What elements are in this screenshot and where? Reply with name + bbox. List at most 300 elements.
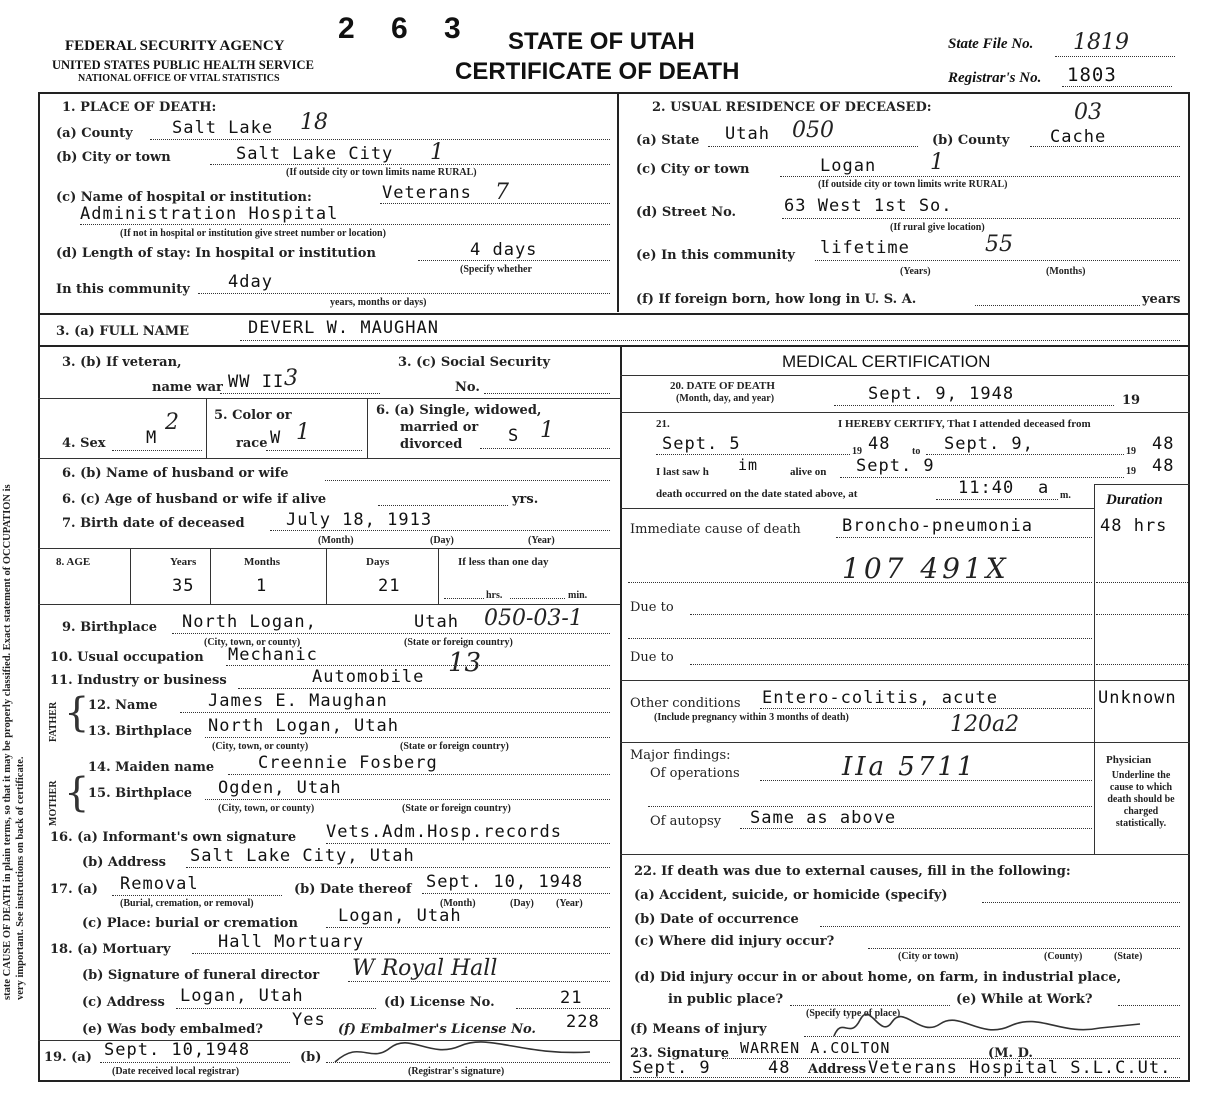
- burial-date-line: [422, 893, 610, 894]
- signature-date: Sept. 9: [632, 1058, 711, 1078]
- attend-from-line: [656, 454, 850, 455]
- license-label: (d) License No.: [384, 995, 495, 1010]
- duration-line-2: [1096, 582, 1188, 583]
- res-community: lifetime: [820, 238, 910, 258]
- mother-state-note: (State or foreign country): [402, 803, 511, 814]
- md-label: (M. D.: [988, 1046, 1033, 1061]
- father-name-label: 12. Name: [88, 698, 158, 713]
- embalmer-license: 228: [566, 1012, 600, 1032]
- row3-bottom: [38, 345, 1190, 347]
- stay-value: 4 days: [470, 240, 538, 260]
- burial-place: Logan, Utah: [338, 906, 462, 926]
- spouse-age-suffix: yrs.: [512, 492, 539, 507]
- autopsy-line: [740, 828, 1092, 829]
- mother-name: Creennie Fosberg: [258, 753, 438, 773]
- birthplace-state: Utah: [414, 612, 459, 632]
- sig-address-label: Address: [808, 1062, 867, 1077]
- embalmed-label: (e) Was body embalmed?: [82, 1022, 263, 1037]
- veteran-label: 3. (b) If veteran,: [62, 355, 182, 370]
- med-sep-4: [620, 680, 1190, 681]
- received-date: Sept. 10,1948: [104, 1040, 251, 1060]
- burial-place-line: [326, 927, 610, 928]
- middle-divider: [620, 345, 622, 1080]
- occupation-label: 10. Usual occupation: [50, 650, 204, 665]
- cause-line-2: [628, 582, 1092, 583]
- burial-date: Sept. 10, 1948: [426, 872, 584, 892]
- city-label: (b) City or town: [56, 150, 171, 165]
- operations-line-2: [648, 806, 1092, 807]
- immediate-label: Immediate cause of death: [630, 522, 801, 537]
- mother-name-line: [228, 774, 610, 775]
- age-months-label: Months: [244, 556, 281, 568]
- death-county-code: 18: [300, 110, 328, 135]
- duration-line-4: [1096, 664, 1188, 665]
- external-city-note: (City or town): [898, 951, 959, 962]
- city-note: (If outside city or town limits name RURAL): [286, 167, 477, 178]
- father-state-note: (State or foreign country): [400, 741, 509, 752]
- last-saw-label: I last saw h: [656, 466, 709, 478]
- age-months: 1: [256, 576, 268, 596]
- sig-address-line: [630, 1077, 1180, 1078]
- mother-name-label: 14. Maiden name: [88, 760, 215, 775]
- res-state-label: (a) State: [636, 133, 700, 148]
- state-file-label: State File No.: [948, 36, 1034, 52]
- registrar-signature-icon: [330, 1034, 600, 1070]
- top-divider: [617, 92, 619, 312]
- due-to-label-1: Due to: [630, 600, 674, 615]
- death-county: Salt Lake: [172, 118, 274, 138]
- mortuary-address-line: [176, 1008, 376, 1009]
- death-city: Salt Lake City: [236, 144, 394, 164]
- frame-right: [1188, 92, 1190, 1082]
- age-div-2: [210, 548, 211, 604]
- marital-label: 6. (a) Single, widowed,: [376, 403, 542, 418]
- color-label: 5. Color or: [214, 408, 292, 423]
- res-street: 63 West 1st So.: [784, 196, 953, 216]
- mother-birthplace: Ogden, Utah: [218, 778, 342, 798]
- res-state-code: 050: [792, 118, 834, 143]
- marital-line: [480, 448, 610, 449]
- res-foreign-line: [975, 305, 1140, 306]
- external-c-line: [868, 948, 1180, 949]
- birth-year-note: (Year): [528, 535, 555, 546]
- signature-year: 48: [768, 1058, 791, 1078]
- res-street-line: [782, 218, 1180, 219]
- informant-address-line: [186, 867, 610, 868]
- other-conditions: Entero-colitis, acute: [762, 688, 998, 708]
- less-day-label: If less than one day: [458, 556, 549, 568]
- cause-line-4: [628, 638, 1092, 639]
- res-county-label: (b) County: [932, 133, 1010, 148]
- res-city-code: 1: [930, 150, 944, 175]
- state-file-value: 1819: [1073, 30, 1129, 55]
- registrar-sig-label: (b): [300, 1050, 322, 1065]
- marital-label-3: divorced: [400, 437, 463, 452]
- attend-from: Sept. 5: [662, 434, 741, 454]
- med-sep-1: [620, 375, 1190, 376]
- veteran-code: 3: [284, 366, 298, 391]
- spouse-age-label: 6. (c) Age of husband or wife if alive: [62, 492, 327, 507]
- certificate-number: 2 6 3: [338, 12, 475, 45]
- med-sep-3: [620, 508, 1094, 509]
- death-time: 11:40: [958, 478, 1015, 498]
- other-duration: Unknown: [1098, 688, 1177, 708]
- res-community-line: [815, 260, 1180, 261]
- director-signature: W Royal Hall: [352, 956, 498, 981]
- duration-divider: [1094, 484, 1095, 854]
- res-county: Cache: [1050, 127, 1107, 147]
- ss-line: [484, 393, 610, 394]
- operations-label: Of operations: [650, 766, 740, 781]
- dod-line: [834, 405, 1114, 406]
- med-sep-6: [620, 854, 1190, 855]
- hospital-name: Veterans: [382, 183, 472, 203]
- community-label: In this community: [56, 282, 190, 297]
- dod-suffix: 19: [1122, 393, 1141, 408]
- father-brace: {: [64, 690, 90, 736]
- due-to-label-2: Due to: [630, 650, 674, 665]
- signature-label: 23. Signature: [630, 1046, 730, 1061]
- birth-day-note: (Day): [430, 535, 454, 546]
- age-bottom: [38, 604, 620, 605]
- external-title: 22. If death was due to external causes, fill in the following:: [634, 864, 1071, 879]
- age-div-3: [326, 548, 327, 604]
- sex-divider: [206, 398, 207, 458]
- other-label: Other conditions: [630, 696, 741, 711]
- birthplace-city-note: (City, town, or county): [204, 637, 301, 648]
- service-name: UNITED STATES PUBLIC HEALTH SERVICE: [52, 58, 314, 72]
- last-saw-him: im: [738, 456, 759, 474]
- veteran-war: WW II: [228, 372, 285, 392]
- sex-line: [112, 450, 202, 451]
- death-ampm: a: [1038, 478, 1050, 498]
- mortuary: Hall Mortuary: [218, 932, 365, 952]
- findings-label: Major findings:: [630, 748, 731, 763]
- county-line: [150, 139, 610, 140]
- last-saw-year: 48: [1152, 456, 1175, 476]
- attend-to: Sept. 9,: [944, 434, 1034, 454]
- res-community-code: 55: [985, 232, 1013, 257]
- m-label: m.: [1060, 490, 1071, 501]
- sex-code: 2: [165, 410, 179, 435]
- informant-line: [326, 843, 610, 844]
- external-d-note: (Specify type of place): [806, 1008, 901, 1019]
- res-street-note: (If rural give location): [890, 222, 985, 233]
- certificate-title: CERTIFICATE OF DEATH: [455, 58, 740, 85]
- attend-to-19: 19: [1126, 446, 1136, 457]
- external-d-line: [790, 1005, 950, 1006]
- res-state: Utah: [725, 124, 770, 144]
- mortuary-address: Logan, Utah: [180, 986, 304, 1006]
- registrar-sig-line: [326, 1062, 610, 1063]
- veteran-line: [220, 393, 380, 394]
- time-line: [936, 499, 1058, 500]
- death-city-code: 1: [430, 140, 444, 165]
- community-line: [198, 293, 610, 294]
- age-div-4: [438, 548, 439, 604]
- age-top: [38, 548, 620, 549]
- license-line: [516, 1008, 610, 1009]
- med-sep-2: [620, 412, 1190, 413]
- mortuary-label: 18. (a) Mortuary: [50, 942, 171, 957]
- stay-line: [418, 260, 610, 261]
- sex-label: 4. Sex: [62, 436, 106, 451]
- full-name-label: 3. (a) FULL NAME: [56, 324, 189, 339]
- birth-date: July 18, 1913: [286, 510, 433, 530]
- mother-birthplace-label: 15. Birthplace: [88, 786, 193, 801]
- res-county-line: [1030, 146, 1180, 147]
- director-label: (b) Signature of funeral director: [82, 968, 320, 983]
- age-years-label: Years: [170, 556, 197, 568]
- registrar-value: 1803: [1067, 64, 1117, 86]
- age-days-label: Days: [366, 556, 390, 568]
- date-of-death: Sept. 9, 1948: [868, 384, 1015, 404]
- birthplace-state-note: (State or foreign country): [404, 637, 513, 648]
- min-label: min.: [568, 590, 588, 601]
- received-label: 19. (a): [44, 1050, 92, 1065]
- age-div-1: [130, 548, 131, 604]
- spouse-age-line: [378, 505, 508, 506]
- mother-bp-line: [205, 799, 610, 800]
- burial-month-note: (Month): [440, 898, 476, 909]
- race-divider: [367, 398, 368, 458]
- row-sep-2: [38, 458, 620, 459]
- burial-year-note: (Year): [556, 898, 583, 909]
- occupation-code: 13: [448, 648, 482, 678]
- res-years-label: (Years): [900, 266, 931, 277]
- burial-label: 17. (a): [50, 882, 98, 897]
- embalmer-label: (f) Embalmer's License No.: [338, 1022, 536, 1037]
- marital-value: S: [508, 426, 520, 446]
- autopsy-label: Of autopsy: [650, 814, 722, 829]
- race-code: 1: [296, 420, 310, 445]
- birth-month-note: (Month): [318, 535, 354, 546]
- frame-top: [38, 92, 1190, 94]
- burial-date-label: (b) Date thereof: [294, 882, 412, 897]
- attend-from-year: 48: [868, 434, 891, 454]
- burial-type-line: [112, 895, 282, 896]
- burial-place-label: (c) Place: burial or cremation: [82, 916, 298, 931]
- side-instructions-2: very important. See instructions on back of certificate.: [15, 756, 26, 1000]
- medical-title: MEDICAL CERTIFICATION: [782, 352, 991, 371]
- community-note: years, months or days): [330, 297, 427, 308]
- father-city-note: (City, town, or county): [212, 741, 309, 752]
- external-a-label: (a) Accident, suicide, or homicide (specify): [634, 888, 948, 903]
- external-e-line: [1118, 1005, 1180, 1006]
- father-birthplace: North Logan, Utah: [208, 716, 399, 736]
- county-label: (a) County: [56, 126, 133, 141]
- agency-name: FEDERAL SECURITY AGENCY: [65, 38, 285, 54]
- hrs-line: [444, 598, 484, 599]
- res-city-label: (c) City or town: [636, 162, 750, 177]
- industry-label: 11. Industry or business: [50, 673, 227, 688]
- embalmed: Yes: [292, 1010, 326, 1030]
- father-name-line: [180, 712, 610, 713]
- immediate-line: [836, 537, 1092, 538]
- sex-value: M: [146, 428, 158, 448]
- res-community-label: (e) In this community: [636, 248, 795, 263]
- mortuary-address-label: (c) Address: [82, 995, 165, 1010]
- mortuary-line: [192, 953, 610, 954]
- last-saw-19: 19: [1126, 466, 1136, 477]
- external-b-line: [820, 926, 1180, 927]
- father-bp-line: [205, 737, 610, 738]
- office-name: NATIONAL OFFICE OF VITAL STATISTICS: [78, 73, 280, 84]
- informant-address-label: (b) Address: [82, 855, 166, 870]
- certify-text: I HEREBY CERTIFY, That I attended deceased from: [838, 418, 1091, 430]
- age-label: 8. AGE: [56, 556, 91, 568]
- industry: Automobile: [312, 667, 425, 687]
- other-line: [760, 708, 1092, 709]
- res-foreign-suffix: years: [1142, 292, 1181, 307]
- birth-date-label: 7. Birth date of deceased: [62, 516, 245, 531]
- res-months-label: (Months): [1046, 266, 1086, 277]
- attend-to-label: to: [912, 446, 921, 457]
- min-line: [510, 598, 565, 599]
- burial-type: Removal: [120, 874, 199, 894]
- mother-city-note: (City, town, or county): [218, 803, 315, 814]
- external-b-label: (b) Date of occurrence: [634, 912, 799, 927]
- hospital-line2: [80, 224, 610, 225]
- due-to-line-2: [690, 664, 1092, 665]
- row3-top: [38, 313, 1190, 315]
- birthplace-city: North Logan,: [182, 612, 317, 632]
- veteran-war-label: name war: [152, 380, 223, 395]
- external-a-line: [982, 902, 1180, 903]
- res-city-note: (If outside city or town limits write RURAL): [818, 179, 1008, 190]
- full-name-line: [240, 340, 1180, 341]
- informant-address: Salt Lake City, Utah: [190, 846, 415, 866]
- burial-type-note: (Burial, cremation, or removal): [120, 898, 254, 909]
- other-code: 120a2: [950, 712, 1020, 737]
- other-note: (Include pregnancy within 3 months of death): [654, 712, 849, 723]
- dod-note: (Month, day, and year): [676, 393, 775, 404]
- duration-label: Duration: [1106, 492, 1163, 508]
- hospital-code: 7: [495, 180, 509, 205]
- res-city: Logan: [820, 156, 877, 176]
- father-side-label: FATHER: [48, 701, 59, 742]
- received-line: [100, 1062, 290, 1063]
- attend-from-19: 19: [852, 446, 862, 457]
- physician-note: Underline the cause to which death should be charged statistically.: [1107, 770, 1175, 829]
- race-value: W: [270, 428, 282, 448]
- informant-signature: Vets.Adm.Hosp.records: [326, 822, 562, 842]
- certify-num: 21.: [656, 418, 670, 430]
- frame-left: [38, 92, 40, 1082]
- operations-code: IIa 5711: [842, 752, 977, 782]
- hospital-label: (c) Name of hospital or institution:: [56, 190, 312, 205]
- external-d-label-2: in public place?: [668, 992, 784, 1007]
- city-line: [210, 164, 610, 165]
- duration-line-3: [1096, 614, 1188, 615]
- hospital-name-line2: Administration Hospital: [80, 204, 339, 224]
- physician-name: WARREN A.COLTON: [740, 1039, 891, 1057]
- res-street-label: (d) Street No.: [636, 205, 737, 220]
- state-title: STATE OF UTAH: [508, 28, 695, 55]
- license: 21: [560, 988, 583, 1008]
- received-note: (Date received local registrar): [112, 1066, 240, 1077]
- external-state-note: (State): [1114, 951, 1143, 962]
- industry-line: [238, 688, 610, 689]
- frame-bottom: [38, 1080, 1190, 1082]
- occupation-line: [226, 665, 610, 666]
- immediate-code: 107 491X: [842, 552, 1010, 585]
- autopsy: Same as above: [750, 808, 897, 828]
- burial-day-note: (Day): [510, 898, 534, 909]
- duration-top: [1094, 484, 1190, 485]
- alive-on-label: alive on: [790, 466, 827, 478]
- age-years: 35: [172, 576, 195, 596]
- ss-no-label: No.: [455, 380, 480, 395]
- father-name: James E. Maughan: [208, 691, 388, 711]
- res-county-code: 03: [1074, 100, 1102, 125]
- residence-title: 2. USUAL RESIDENCE OF DECEASED:: [652, 100, 932, 115]
- race-label: race: [236, 436, 268, 451]
- attend-to-year: 48: [1152, 434, 1175, 454]
- occurred-label: death occurred on the date stated above, at: [656, 488, 858, 500]
- immediate-duration: 48 hrs: [1100, 516, 1168, 536]
- place-of-death-title: 1. PLACE OF DEATH:: [62, 100, 217, 115]
- informant-label: 16. (a) Informant's own signature: [50, 830, 297, 845]
- registrar-label: Registrar's No.: [948, 70, 1042, 86]
- registrar-line: [1062, 86, 1172, 87]
- mother-side-label: MOTHER: [48, 780, 59, 826]
- birth-date-line: [270, 530, 610, 531]
- registrar-sig-note: (Registrar's signature): [408, 1066, 505, 1077]
- external-county-note: (County): [1044, 951, 1083, 962]
- hospital-note: (If not in hospital or institution give street number or location): [120, 228, 386, 239]
- father-birthplace-label: 13. Birthplace: [88, 724, 193, 739]
- external-e-label: (e) While at Work?: [956, 992, 1093, 1007]
- physician-title: Physician: [1106, 754, 1152, 766]
- ss-label: 3. (c) Social Security: [398, 355, 551, 370]
- occupation: Mechanic: [228, 645, 318, 665]
- res-state-line: [708, 146, 918, 147]
- sig-address: Veterans Hospital S.L.C.Ut.: [868, 1058, 1172, 1078]
- res-foreign-label: (f) If foreign born, how long in U. S. A.: [636, 292, 917, 307]
- external-c-label: (c) Where did injury occur?: [634, 934, 835, 949]
- state-file-line: [1055, 56, 1175, 57]
- hospital-line: [380, 203, 610, 204]
- attend-to-line: [926, 454, 1124, 455]
- dod-label: 20. DATE OF DEATH: [670, 380, 775, 392]
- immediate-cause: Broncho-pneumonia: [842, 516, 1033, 536]
- marital-code: 1: [540, 418, 554, 443]
- res-city-line: [780, 176, 1180, 177]
- operations-line: [760, 780, 1092, 781]
- birthplace-line: [172, 633, 610, 634]
- full-name: DEVERL W. MAUGHAN: [248, 318, 439, 338]
- birthplace-code: 050-03-1: [484, 606, 583, 631]
- community-value: 4day: [228, 272, 273, 292]
- director-line: [348, 981, 610, 982]
- marital-label-2: married or: [400, 420, 479, 435]
- birthplace-label: 9. Birthplace: [62, 620, 157, 635]
- hrs-label: hrs.: [486, 590, 503, 601]
- due-to-line-1: [690, 614, 1092, 615]
- row-sep-1: [38, 398, 620, 399]
- external-d-label: (d) Did injury occur in or about home, on farm, in industrial place,: [634, 970, 1122, 985]
- med-sep-5: [620, 742, 1190, 743]
- stay-note: (Specify whether: [460, 264, 532, 275]
- spouse-line: [325, 480, 610, 481]
- last-saw-date: Sept. 9: [856, 456, 935, 476]
- age-days: 21: [378, 576, 401, 596]
- mother-brace: {: [64, 770, 90, 816]
- spouse-label: 6. (b) Name of husband or wife: [62, 466, 289, 481]
- stay-label: (d) Length of stay: In hospital or institution: [56, 246, 376, 261]
- side-instructions: state CAUSE OF DEATH in plain terms, so that it may be properly classified. Exact statement of OCCUPATION is: [2, 484, 13, 1000]
